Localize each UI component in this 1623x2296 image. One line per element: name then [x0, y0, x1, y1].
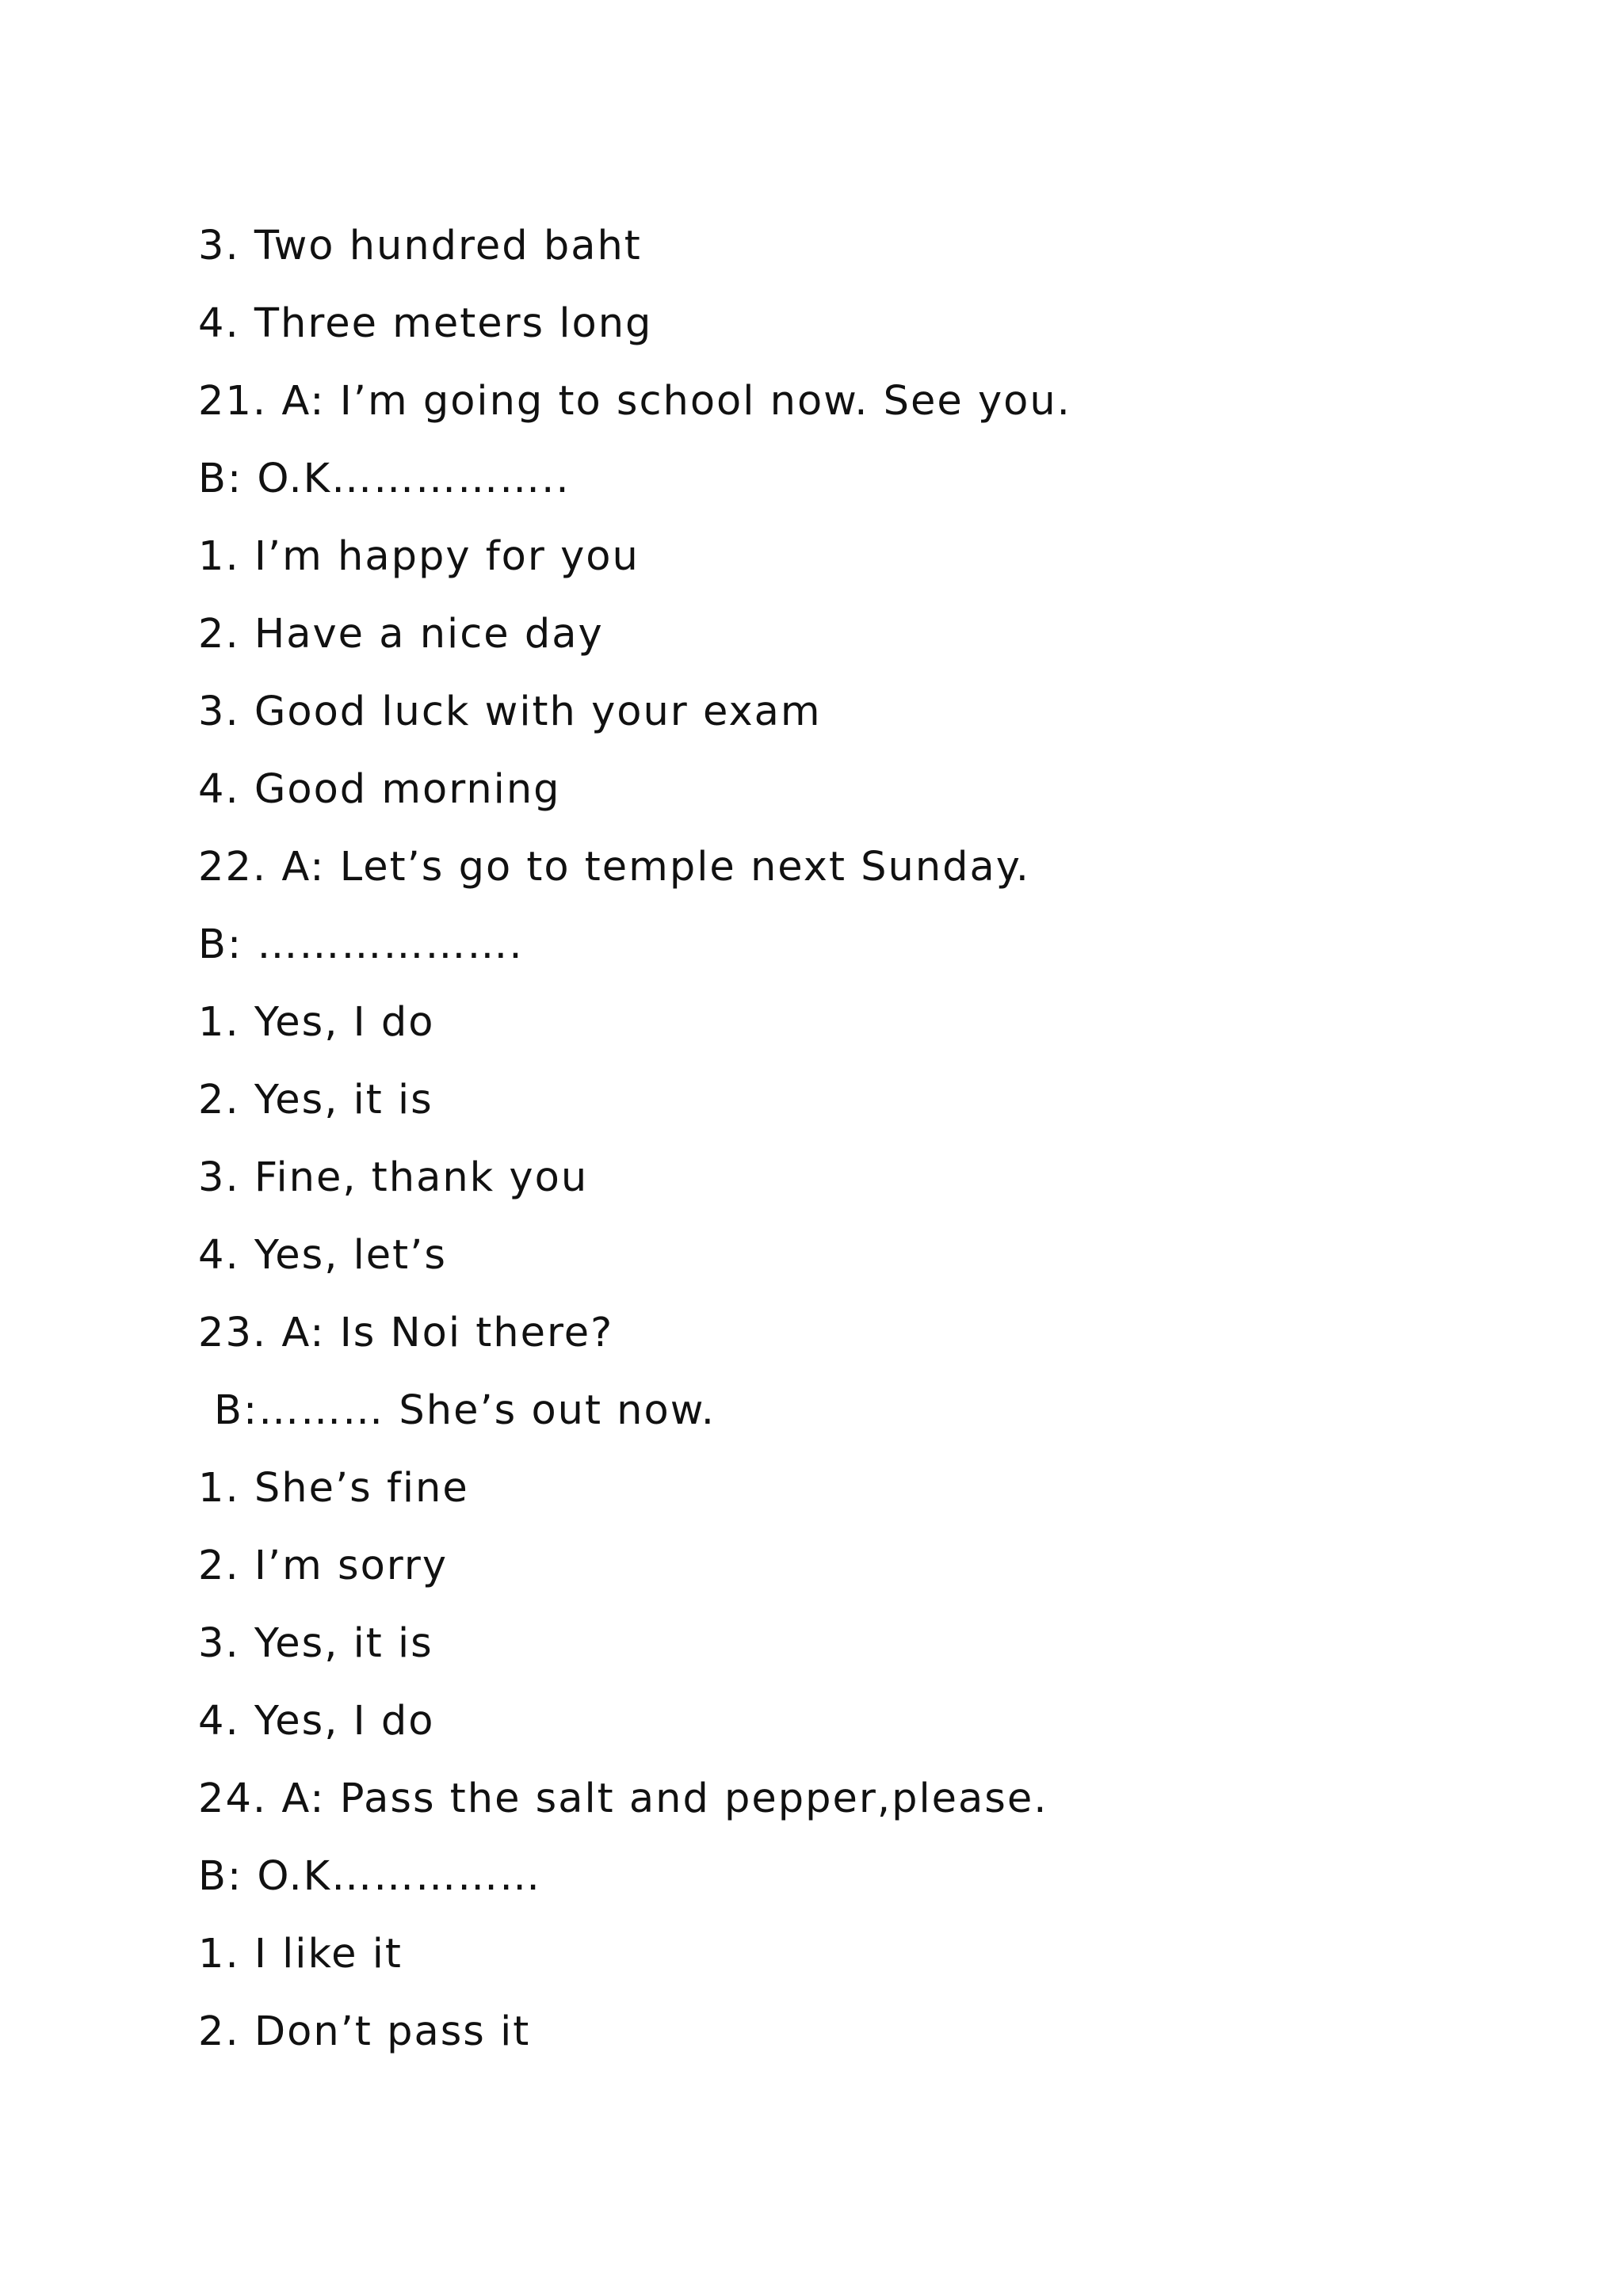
question-line: 24. A: Pass the salt and pepper,please.: [198, 1775, 1048, 1822]
option-line: 1. She’s fine: [198, 1465, 469, 1512]
option-line: 3. Yes, it is: [198, 1620, 433, 1667]
option-line: 1. I’m happy for you: [198, 533, 640, 580]
question-line: 22. A: Let’s go to temple next Sunday.: [198, 844, 1030, 891]
option-line: 2. I’m sorry: [198, 1543, 449, 1589]
question-list: [198, 208, 1545, 2071]
question-line: 23. A: Is Noi there?: [198, 1310, 614, 1356]
response-line: B: ……………….: [198, 921, 524, 968]
option-line: 1. Yes, I do: [198, 999, 435, 1046]
option-line: 2. Have a nice day: [198, 611, 604, 658]
option-line: 3. Two hundred baht: [198, 223, 642, 269]
response-line: B: O.K……………..: [198, 456, 571, 502]
option-line: 1. I like it: [198, 1931, 403, 1978]
question-line: 21. A: I’m going to school now. See you.: [198, 378, 1071, 425]
option-line: 4. Three meters long: [198, 300, 653, 347]
response-line: B: O.K……………: [198, 1853, 542, 1900]
option-line: 3. Good luck with your exam: [198, 688, 822, 735]
option-line: 4. Yes, I do: [198, 1698, 435, 1745]
option-line: 4. Good morning: [198, 766, 561, 813]
option-line: 2. Don’t pass it: [198, 2008, 531, 2055]
option-line: 3. Fine, thank you: [198, 1154, 589, 1201]
option-line: 2. Yes, it is: [198, 1077, 433, 1123]
option-line: 4. Yes, let’s: [198, 1232, 447, 1279]
response-line: B:……… She’s out now.: [214, 1387, 716, 1434]
